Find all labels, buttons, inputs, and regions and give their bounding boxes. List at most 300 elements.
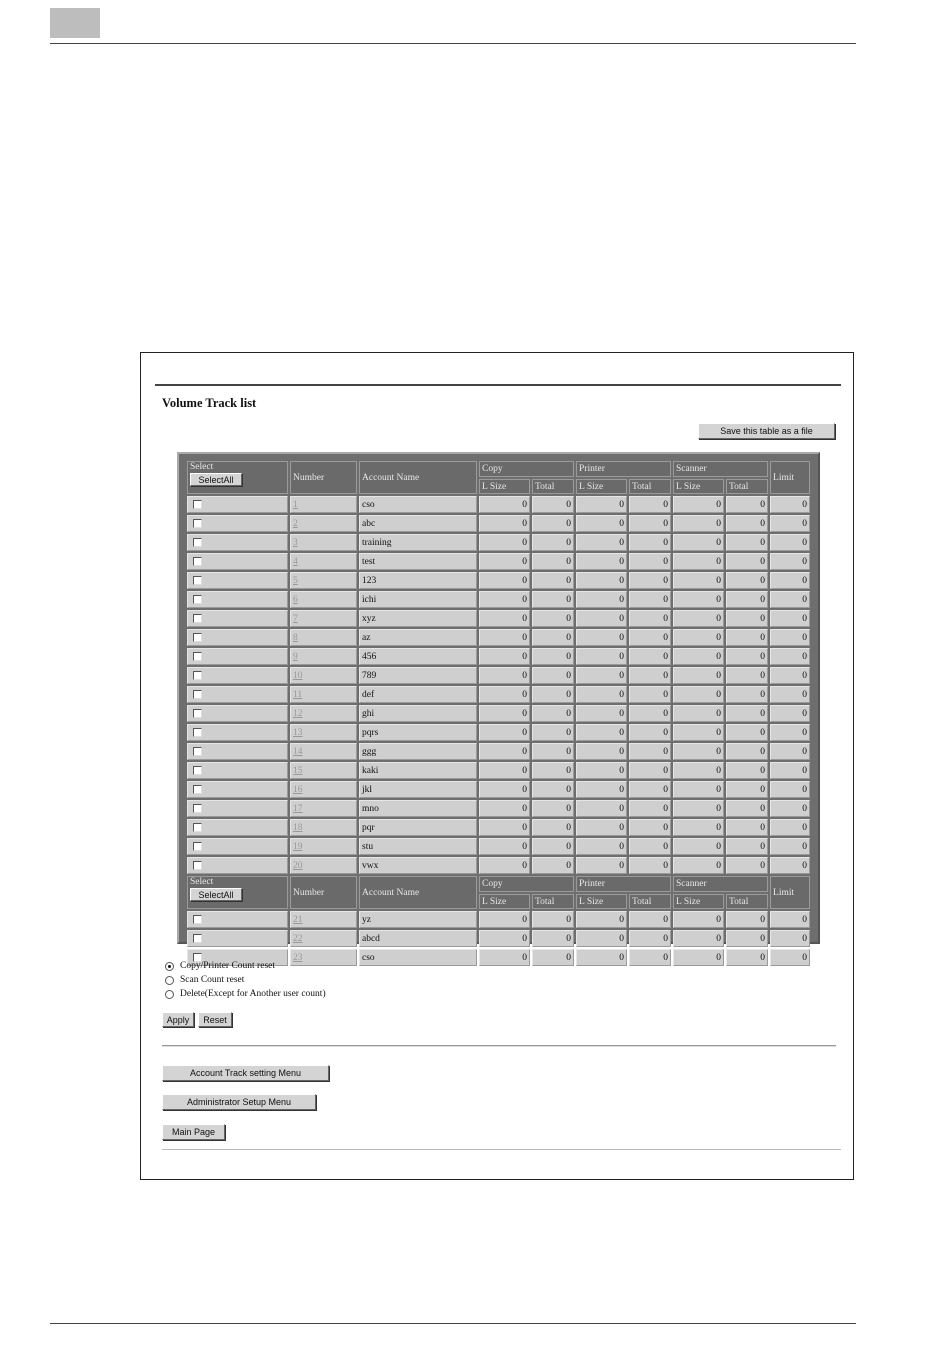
copy-total-cell: 0 — [532, 496, 574, 513]
account-number-link[interactable]: 12 — [293, 708, 303, 719]
select-cell — [187, 838, 288, 855]
footer-rule — [50, 1323, 856, 1324]
printer-lsize-header: L Size — [576, 479, 627, 494]
scanner-lsize-cell: 0 — [673, 591, 724, 608]
scanner-total-cell: 0 — [726, 496, 768, 513]
printer-total-cell: 0 — [629, 553, 671, 570]
row-checkbox[interactable] — [193, 614, 202, 623]
action-options — [165, 959, 326, 1001]
copy-lsize-cell: 0 — [479, 591, 530, 608]
frame-top-divider — [155, 384, 841, 386]
account-name-cell: az — [359, 629, 477, 646]
scanner-total-cell: 0 — [726, 743, 768, 760]
printer-total-cell: 0 — [629, 800, 671, 817]
select-cell — [187, 553, 288, 570]
account-number-link[interactable]: 2 — [293, 518, 298, 529]
table-row — [187, 629, 810, 646]
account-name-cell: ghi — [359, 705, 477, 722]
printer-total-cell: 0 — [629, 819, 671, 836]
account-name-cell: pqr — [359, 819, 477, 836]
apply-button[interactable]: Apply — [162, 1012, 194, 1027]
copy-lsize-header: L Size — [479, 479, 530, 494]
administrator-setup-menu-button[interactable]: Administrator Setup Menu — [162, 1094, 316, 1110]
table-row — [187, 838, 810, 855]
scanner-total-header: Total — [726, 894, 768, 909]
copy-total-cell: 0 — [532, 800, 574, 817]
save-table-button[interactable]: Save this table as a file — [698, 423, 835, 439]
printer-total-cell: 0 — [629, 857, 671, 874]
account-name-header: Account Name — [359, 461, 477, 494]
account-number-link[interactable]: 18 — [293, 822, 303, 833]
table-row — [187, 930, 810, 947]
option-row — [165, 959, 326, 973]
account-number-link[interactable]: 15 — [293, 765, 303, 776]
select-cell — [187, 496, 288, 513]
scanner-total-cell: 0 — [726, 724, 768, 741]
select-header-label: Select — [190, 877, 214, 887]
copy-header: Copy — [479, 461, 574, 477]
row-checkbox[interactable] — [193, 519, 202, 528]
account-name-cell: pqrs — [359, 724, 477, 741]
printer-total-cell: 0 — [629, 911, 671, 928]
number-cell — [290, 610, 357, 627]
account-number-link[interactable]: 19 — [293, 841, 303, 852]
printer-lsize-cell: 0 — [576, 610, 627, 627]
row-checkbox[interactable] — [193, 557, 202, 566]
scanner-lsize-cell: 0 — [673, 762, 724, 779]
volume-track-table — [185, 459, 812, 968]
account-number-link[interactable]: 16 — [293, 784, 303, 795]
limit-cell: 0 — [770, 930, 810, 947]
copy-total-cell: 0 — [532, 534, 574, 551]
account-name-cell: cso — [359, 949, 477, 966]
limit-cell: 0 — [770, 911, 810, 928]
copy-lsize-cell: 0 — [479, 572, 530, 589]
header-rule — [50, 43, 856, 44]
scanner-total-cell: 0 — [726, 629, 768, 646]
scanner-lsize-cell: 0 — [673, 648, 724, 665]
copy-total-cell: 0 — [532, 515, 574, 532]
printer-total-cell: 0 — [629, 610, 671, 627]
copy-total-cell: 0 — [532, 857, 574, 874]
limit-cell: 0 — [770, 591, 810, 608]
scanner-lsize-header: L Size — [673, 479, 724, 494]
table-row — [187, 762, 810, 779]
account-name-cell: 789 — [359, 667, 477, 684]
option-label: Delete(Except for Another user count) — [180, 989, 326, 999]
copy-lsize-cell: 0 — [479, 686, 530, 703]
printer-total-cell: 0 — [629, 629, 671, 646]
scanner-total-cell: 0 — [726, 911, 768, 928]
account-name-cell: abcd — [359, 930, 477, 947]
scanner-total-cell: 0 — [726, 949, 768, 966]
account-name-cell: training — [359, 534, 477, 551]
scanner-lsize-cell: 0 — [673, 800, 724, 817]
select-cell — [187, 534, 288, 551]
copy-total-cell: 0 — [532, 930, 574, 947]
limit-cell: 0 — [770, 857, 810, 874]
limit-cell: 0 — [770, 819, 810, 836]
printer-lsize-cell: 0 — [576, 648, 627, 665]
table-row — [187, 591, 810, 608]
scanner-lsize-cell: 0 — [673, 857, 724, 874]
limit-header: Limit — [770, 876, 810, 909]
printer-total-cell: 0 — [629, 949, 671, 966]
copy-total-cell: 0 — [532, 610, 574, 627]
copy-lsize-cell: 0 — [479, 800, 530, 817]
limit-cell: 0 — [770, 553, 810, 570]
number-cell — [290, 781, 357, 798]
printer-total-cell: 0 — [629, 572, 671, 589]
option-row — [165, 973, 326, 987]
account-number-link[interactable]: 7 — [293, 613, 298, 624]
select-cell — [187, 667, 288, 684]
table-row — [187, 496, 810, 513]
account-number-link[interactable]: 22 — [293, 933, 303, 944]
copy-lsize-cell: 0 — [479, 610, 530, 627]
select-cell — [187, 724, 288, 741]
account-number-link[interactable]: 14 — [293, 746, 303, 757]
printer-lsize-cell: 0 — [576, 800, 627, 817]
table-row — [187, 819, 810, 836]
select-all-button[interactable]: SelectAll — [190, 888, 242, 901]
account-number-link[interactable]: 21 — [293, 914, 303, 925]
account-number-link[interactable]: 1 — [293, 499, 298, 510]
number-cell — [290, 800, 357, 817]
limit-cell: 0 — [770, 762, 810, 779]
number-cell — [290, 629, 357, 646]
copy-lsize-cell: 0 — [479, 911, 530, 928]
printer-total-cell: 0 — [629, 686, 671, 703]
printer-lsize-cell: 0 — [576, 496, 627, 513]
limit-cell: 0 — [770, 686, 810, 703]
account-name-cell: kaki — [359, 762, 477, 779]
table-row — [187, 534, 810, 551]
account-track-setting-menu-button[interactable]: Account Track setting Menu — [162, 1065, 329, 1081]
printer-lsize-cell: 0 — [576, 705, 627, 722]
select-cell — [187, 515, 288, 532]
printer-lsize-cell: 0 — [576, 724, 627, 741]
volume-track-table-container — [177, 452, 820, 963]
scanner-total-cell: 0 — [726, 781, 768, 798]
section-divider — [162, 1045, 836, 1046]
copy-lsize-cell: 0 — [479, 515, 530, 532]
account-name-cell: jkl — [359, 781, 477, 798]
copy-total-cell: 0 — [532, 911, 574, 928]
account-name-cell: xyz — [359, 610, 477, 627]
limit-cell: 0 — [770, 949, 810, 966]
copy-lsize-header: L Size — [479, 894, 530, 909]
select-cell — [187, 819, 288, 836]
select-cell — [187, 629, 288, 646]
copy-total-cell: 0 — [532, 686, 574, 703]
copy-lsize-cell: 0 — [479, 949, 530, 966]
printer-total-cell: 0 — [629, 515, 671, 532]
select-cell — [187, 686, 288, 703]
number-cell — [290, 648, 357, 665]
printer-lsize-cell: 0 — [576, 686, 627, 703]
row-checkbox[interactable] — [193, 595, 202, 604]
scanner-lsize-cell: 0 — [673, 667, 724, 684]
printer-lsize-cell: 0 — [576, 534, 627, 551]
select-cell — [187, 648, 288, 665]
select-header-label: Select — [190, 462, 214, 472]
printer-total-cell: 0 — [629, 781, 671, 798]
copy-total-cell: 0 — [532, 667, 574, 684]
printer-lsize-cell: 0 — [576, 515, 627, 532]
scanner-lsize-cell: 0 — [673, 911, 724, 928]
printer-lsize-cell: 0 — [576, 838, 627, 855]
account-name-cell: cso — [359, 496, 477, 513]
table-row — [187, 515, 810, 532]
limit-cell: 0 — [770, 705, 810, 722]
table-row — [187, 686, 810, 703]
account-number-link[interactable]: 3 — [293, 537, 298, 548]
scanner-lsize-cell: 0 — [673, 553, 724, 570]
printer-lsize-cell: 0 — [576, 572, 627, 589]
row-checkbox[interactable] — [193, 671, 202, 680]
option-label: Scan Count reset — [180, 975, 245, 985]
copy-lsize-cell: 0 — [479, 667, 530, 684]
row-checkbox[interactable] — [193, 915, 202, 924]
printer-lsize-cell: 0 — [576, 591, 627, 608]
printer-lsize-cell: 0 — [576, 667, 627, 684]
copy-lsize-cell: 0 — [479, 857, 530, 874]
printer-header: Printer — [576, 876, 671, 892]
printer-total-cell: 0 — [629, 534, 671, 551]
printer-total-header: Total — [629, 894, 671, 909]
option-radio[interactable] — [165, 962, 174, 971]
copy-lsize-cell: 0 — [479, 743, 530, 760]
copy-lsize-cell: 0 — [479, 496, 530, 513]
scanner-total-cell: 0 — [726, 572, 768, 589]
row-checkbox[interactable] — [193, 747, 202, 756]
account-name-header: Account Name — [359, 876, 477, 909]
row-checkbox[interactable] — [193, 842, 202, 851]
scanner-total-cell: 0 — [726, 534, 768, 551]
table-row — [187, 667, 810, 684]
row-checkbox[interactable] — [193, 785, 202, 794]
copy-total-cell: 0 — [532, 781, 574, 798]
copy-total-cell: 0 — [532, 762, 574, 779]
number-cell — [290, 572, 357, 589]
account-name-cell: 456 — [359, 648, 477, 665]
reset-button[interactable]: Reset — [198, 1012, 232, 1027]
copy-lsize-cell: 0 — [479, 838, 530, 855]
scanner-total-cell: 0 — [726, 591, 768, 608]
limit-header: Limit — [770, 461, 810, 494]
printer-lsize-cell: 0 — [576, 911, 627, 928]
copy-total-cell: 0 — [532, 724, 574, 741]
scanner-total-cell: 0 — [726, 667, 768, 684]
account-number-link[interactable]: 13 — [293, 727, 303, 738]
copy-lsize-cell: 0 — [479, 534, 530, 551]
account-name-cell: yz — [359, 911, 477, 928]
account-number-link[interactable]: 23 — [293, 952, 303, 963]
account-number-link[interactable]: 6 — [293, 594, 298, 605]
scanner-lsize-cell: 0 — [673, 610, 724, 627]
printer-lsize-cell: 0 — [576, 930, 627, 947]
printer-total-cell: 0 — [629, 496, 671, 513]
scanner-total-cell: 0 — [726, 515, 768, 532]
table-row — [187, 911, 810, 928]
limit-cell: 0 — [770, 800, 810, 817]
scanner-lsize-cell: 0 — [673, 743, 724, 760]
account-name-cell: stu — [359, 838, 477, 855]
scanner-lsize-cell: 0 — [673, 515, 724, 532]
row-checkbox[interactable] — [193, 861, 202, 870]
printer-lsize-cell: 0 — [576, 857, 627, 874]
page-number-tab — [50, 8, 100, 38]
number-cell — [290, 705, 357, 722]
account-name-cell: test — [359, 553, 477, 570]
number-cell — [290, 762, 357, 779]
table-row — [187, 705, 810, 722]
printer-total-cell: 0 — [629, 930, 671, 947]
account-number-link[interactable]: 20 — [293, 860, 303, 871]
account-name-cell: ggg — [359, 743, 477, 760]
number-header: Number — [290, 461, 357, 494]
account-number-link[interactable]: 8 — [293, 632, 298, 643]
select-all-button[interactable]: SelectAll — [190, 473, 242, 486]
copy-total-cell: 0 — [532, 838, 574, 855]
scanner-lsize-cell: 0 — [673, 629, 724, 646]
scanner-lsize-header: L Size — [673, 894, 724, 909]
select-cell — [187, 705, 288, 722]
number-cell — [290, 553, 357, 570]
account-number-link[interactable]: 5 — [293, 575, 298, 586]
scanner-lsize-cell: 0 — [673, 781, 724, 798]
limit-cell: 0 — [770, 743, 810, 760]
limit-cell: 0 — [770, 610, 810, 627]
copy-lsize-cell: 0 — [479, 648, 530, 665]
scanner-lsize-cell: 0 — [673, 686, 724, 703]
printer-total-cell: 0 — [629, 743, 671, 760]
row-checkbox[interactable] — [193, 538, 202, 547]
row-checkbox[interactable] — [193, 633, 202, 642]
number-header: Number — [290, 876, 357, 909]
number-cell — [290, 667, 357, 684]
account-number-link[interactable]: 4 — [293, 556, 298, 567]
printer-total-cell: 0 — [629, 762, 671, 779]
select-cell — [187, 743, 288, 760]
select-cell — [187, 800, 288, 817]
printer-total-cell: 0 — [629, 724, 671, 741]
row-checkbox[interactable] — [193, 500, 202, 509]
row-checkbox[interactable] — [193, 934, 202, 943]
row-checkbox[interactable] — [193, 576, 202, 585]
row-checkbox[interactable] — [193, 709, 202, 718]
copy-lsize-cell: 0 — [479, 762, 530, 779]
scanner-lsize-cell: 0 — [673, 930, 724, 947]
scanner-total-cell: 0 — [726, 610, 768, 627]
browser-screenshot-frame — [140, 352, 854, 1180]
table-row — [187, 800, 810, 817]
copy-lsize-cell: 0 — [479, 553, 530, 570]
copy-header: Copy — [479, 876, 574, 892]
printer-total-cell: 0 — [629, 648, 671, 665]
account-name-cell: vwx — [359, 857, 477, 874]
number-cell — [290, 930, 357, 947]
number-cell — [290, 819, 357, 836]
copy-total-cell: 0 — [532, 819, 574, 836]
select-cell — [187, 610, 288, 627]
copy-lsize-cell: 0 — [479, 629, 530, 646]
scanner-total-cell: 0 — [726, 800, 768, 817]
scanner-total-cell: 0 — [726, 686, 768, 703]
copy-total-cell: 0 — [532, 591, 574, 608]
table-row — [187, 553, 810, 570]
select-cell — [187, 911, 288, 928]
account-name-cell: 123 — [359, 572, 477, 589]
scanner-total-cell: 0 — [726, 838, 768, 855]
copy-lsize-cell: 0 — [479, 705, 530, 722]
row-checkbox[interactable] — [193, 728, 202, 737]
row-checkbox[interactable] — [193, 823, 202, 832]
option-radio[interactable] — [165, 976, 174, 985]
limit-cell: 0 — [770, 724, 810, 741]
scanner-lsize-cell: 0 — [673, 838, 724, 855]
printer-total-cell: 0 — [629, 667, 671, 684]
account-number-link[interactable]: 11 — [293, 689, 303, 700]
page-title: Volume Track list — [162, 396, 257, 410]
scanner-total-cell: 0 — [726, 553, 768, 570]
printer-lsize-cell: 0 — [576, 781, 627, 798]
main-page-button[interactable]: Main Page — [162, 1124, 225, 1140]
limit-cell: 0 — [770, 515, 810, 532]
printer-lsize-cell: 0 — [576, 819, 627, 836]
table-row — [187, 857, 810, 874]
row-checkbox[interactable] — [193, 766, 202, 775]
number-cell — [290, 591, 357, 608]
number-cell — [290, 724, 357, 741]
copy-total-cell: 0 — [532, 648, 574, 665]
copy-total-cell: 0 — [532, 553, 574, 570]
row-checkbox[interactable] — [193, 690, 202, 699]
number-cell — [290, 515, 357, 532]
limit-cell: 0 — [770, 629, 810, 646]
table-row — [187, 610, 810, 627]
row-checkbox[interactable] — [193, 652, 202, 661]
number-cell — [290, 534, 357, 551]
table-row — [187, 743, 810, 760]
copy-lsize-cell: 0 — [479, 819, 530, 836]
select-cell — [187, 781, 288, 798]
printer-lsize-cell: 0 — [576, 743, 627, 760]
copy-total-cell: 0 — [532, 629, 574, 646]
scanner-lsize-cell: 0 — [673, 819, 724, 836]
option-row — [165, 987, 326, 1001]
account-number-link[interactable]: 17 — [293, 803, 303, 814]
scanner-total-cell: 0 — [726, 857, 768, 874]
limit-cell: 0 — [770, 838, 810, 855]
account-number-link[interactable]: 10 — [293, 670, 303, 681]
select-cell — [187, 591, 288, 608]
copy-total-cell: 0 — [532, 949, 574, 966]
table-row — [187, 724, 810, 741]
printer-header: Printer — [576, 461, 671, 477]
printer-lsize-cell: 0 — [576, 553, 627, 570]
scanner-total-cell: 0 — [726, 762, 768, 779]
copy-lsize-cell: 0 — [479, 930, 530, 947]
option-radio[interactable] — [165, 990, 174, 999]
account-number-link[interactable]: 9 — [293, 651, 298, 662]
account-name-cell: mno — [359, 800, 477, 817]
row-checkbox[interactable] — [193, 804, 202, 813]
copy-total-cell: 0 — [532, 705, 574, 722]
account-name-cell: abc — [359, 515, 477, 532]
table-row — [187, 648, 810, 665]
